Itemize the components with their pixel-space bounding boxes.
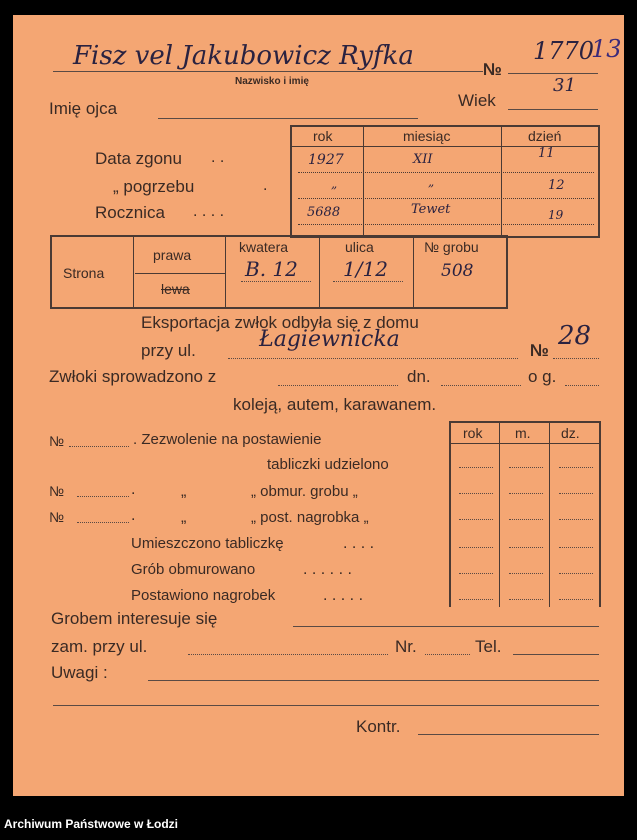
anniversary-label: Rocznica [95, 203, 165, 222]
notes-label: Uwagi : [51, 663, 108, 682]
phone-label: Tel. [475, 637, 502, 656]
street-label: ulica [345, 239, 374, 255]
dates-col-year: rok [313, 128, 333, 144]
transport-label: Zwłoki sprowadzono z [49, 367, 217, 386]
record-number-value: 1770 [533, 37, 595, 65]
export-number-value: 28 [558, 321, 592, 351]
export-street-value: Łagiewnicka [259, 327, 400, 352]
permits-col-year: rok [463, 425, 483, 441]
age-value: 31 [553, 75, 576, 96]
permit-no-2: № [49, 483, 65, 499]
death-date-label: Data zgonu [95, 149, 182, 168]
burial-month: „ [428, 175, 435, 189]
permit-line2: „ obmur. grobu „ [251, 483, 358, 500]
transport-hour-label: o g. [528, 367, 557, 386]
quarter-label: kwatera [239, 239, 289, 255]
anniversary-month: Tewet [411, 202, 451, 217]
placed-plaque: Umieszczono tabliczkę [131, 535, 284, 552]
control-label: Kontr. [356, 717, 401, 736]
name-label: Nazwisko i imię [235, 76, 309, 87]
permits-table [449, 421, 601, 607]
quarter-value: B. 12 [245, 257, 298, 281]
death-day: 11 [538, 146, 555, 161]
side-left: lewa [161, 281, 190, 297]
dates-col-day: dzień [528, 128, 562, 144]
side-label: Strona [63, 265, 105, 281]
name-handwritten: Fisz vel Jakubowicz Ryfka [73, 41, 414, 71]
permit-line3: „ post. nagrobka „ [251, 509, 369, 526]
permit-ditto-2: „ [181, 483, 187, 500]
interested-label: Grobem interesuje się [51, 609, 218, 628]
permits-col-day: dz. [561, 425, 580, 441]
father-name-label: Imię ojca [49, 99, 118, 118]
permits-col-month: m. [515, 425, 531, 441]
street-value: 1/12 [343, 257, 388, 281]
anniversary-year: 5688 [307, 205, 341, 220]
burial-record-card: Fisz vel Jakubowicz Ryfka Nazwisko i imię № 1770 13 Imię ojca Wiek 31 Data zgonu . . „ pogrzebu . Rocznica . . . . rok miesiąc dzień 1927 XII 11 „ „ 12 5688 Tewet 19 Strona prawa lewa kwatera ulica № grobu B. 12 1/12 508 Eksportacja zwłok odbyła się z domu przy ul. Łagiewnicka № 28 Zwłoki sprowadzono z dn. o g. koleją, autem, karawanem. rok m. dz. № . Zezwolenie na postawienie tabliczki udzielono № . „ „ obmur. grobu „ № . „ „ post. nagrobka „ Umieszczono tabliczkę . . . . Grób obmurowano . . . . . . Postawiono nagrobek . . . . . Grobem interesuje się zam. przy ul. Nr. Tel. Uwagi : Kontr. [13, 15, 624, 796]
permit-line1b: tabliczki udzielono [267, 456, 389, 473]
grave-number-value: 508 [441, 261, 474, 281]
death-month: XII [413, 152, 433, 167]
record-number-extra: 13 [591, 35, 622, 63]
export-number-label: № [530, 341, 549, 360]
tombstone-placed: Postawiono nagrobek [131, 587, 276, 604]
export-line: Eksportacja zwłok odbyła się z domu [141, 313, 419, 332]
age-label: Wiek [458, 91, 496, 110]
burial-year: „ [331, 177, 338, 191]
dates-col-month: miesiąc [403, 128, 451, 144]
grave-walled: Grób obmurowano [131, 561, 256, 578]
record-number-label: № [483, 60, 502, 79]
export-street-label: przy ul. [141, 341, 196, 360]
permit-line1a: . Zezwolenie na postawienie [133, 431, 322, 448]
burial-day: 12 [548, 178, 565, 193]
death-year: 1927 [308, 152, 344, 168]
transport-modes: koleją, autem, karawanem. [233, 395, 437, 414]
transport-day-label: dn. [407, 367, 431, 386]
anniversary-day: 19 [548, 208, 564, 222]
permit-ditto-3: „ [181, 509, 187, 526]
archive-credit: Archiwum Państwowe w Łodzi [4, 817, 179, 831]
permit-no-1: № [49, 433, 65, 449]
address-nr-label: Nr. [395, 637, 417, 656]
burial-date-label: „ pogrzebu [113, 177, 195, 196]
address-label: zam. przy ul. [51, 637, 148, 656]
side-right: prawa [153, 247, 192, 263]
permit-no-3: № [49, 509, 65, 525]
grave-number-label: № grobu [424, 239, 479, 255]
